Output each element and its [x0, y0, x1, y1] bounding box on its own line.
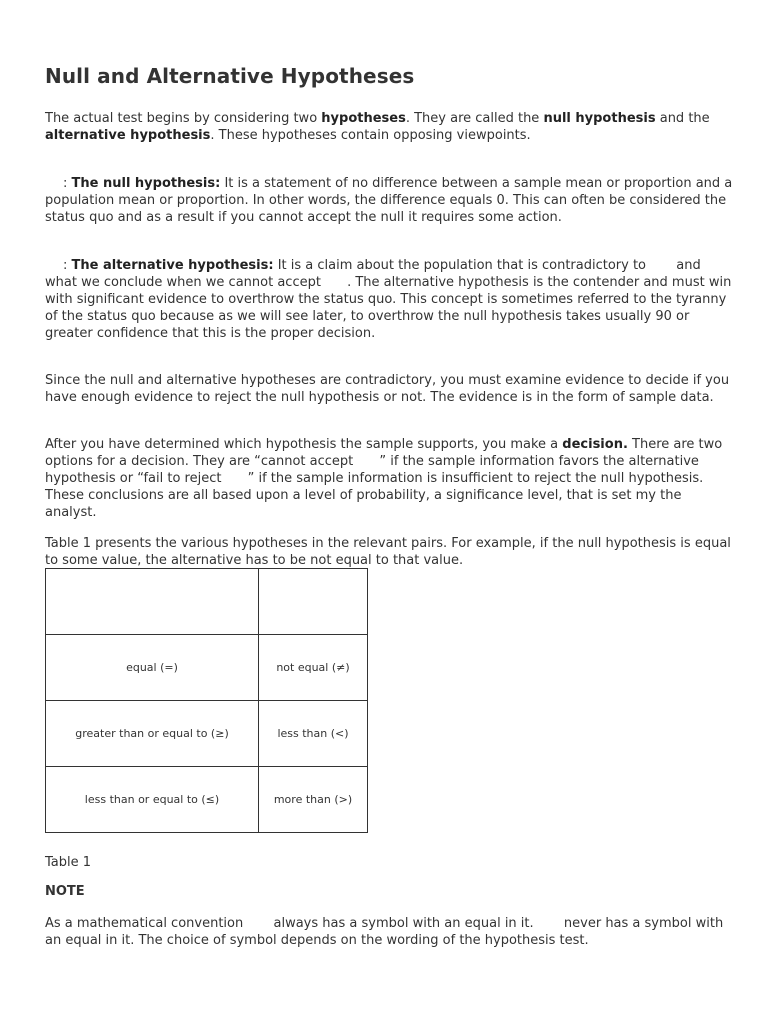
- evidence-paragraph: Since the null and alternative hypotheses are contradictory, you must examine evidence to decide if you have enough evidence to reject the null hypothesis or not. The evidence is in the form of sample data.: [45, 373, 730, 405]
- intro-text-3: and the: [655, 111, 710, 126]
- alt-text-3: . The alternative hypothesis is the contender and must win with significant evidence to overthrow the status quo. This concept is sometimes referred to the tyranny of the status quo because as we will see later, to overthrow the null hypothesis takes usually 90 or greater confidence that this is the proper decision.: [45, 275, 732, 341]
- convention-paragraph: [45, 915, 735, 949]
- convention-text-1: As a mathematical convention: [45, 916, 248, 931]
- null-hypothesis-text: It is a statement of no difference between a sample mean or proportion and a population mean or proportion. In other words, the difference equals 0. This can often be considered the status quo and as a result if you cannot accept the null it requires some action.: [45, 176, 733, 225]
- table-cell: more than (>): [259, 767, 368, 833]
- table-cell: less than (<): [259, 701, 368, 767]
- decision-paragraph: [45, 436, 735, 521]
- intro-bold-alternative: alternative hypothesis: [45, 128, 211, 143]
- intro-text-4: . These hypotheses contain opposing viewpoints.: [210, 128, 531, 143]
- convention-text-3: never has a symbol with an equal in it. The choice of symbol depends on the wording of the hypothesis test.: [45, 916, 724, 948]
- alt-text-2: and what we conclude when we cannot accept: [45, 258, 701, 290]
- page-title: Null and Alternative Hypotheses: [45, 64, 415, 88]
- decision-text-4: ” if the sample information is insufficient to reject the null hypothesis. These conclusions are all based upon a level of probability, a significance level, that is set my the analyst.: [45, 471, 704, 520]
- decision-text-1: After you have determined which hypothesis the sample supports, you make a: [45, 437, 563, 452]
- table-cell: greater than or equal to (≥): [46, 701, 259, 767]
- alternative-hypothesis-heading: The alternative hypothesis:: [71, 258, 274, 273]
- intro-bold-null: null hypothesis: [543, 111, 656, 126]
- decision-text-2: There are two options for a decision. They are “cannot accept: [45, 437, 723, 469]
- table-header-row: [46, 569, 368, 635]
- null-hypothesis-paragraph: [45, 175, 735, 226]
- null-hypothesis-heading: The null hypothesis:: [71, 176, 221, 191]
- table-row: [46, 767, 368, 833]
- note-heading: NOTE: [45, 884, 85, 899]
- table-header-cell-alt: [259, 569, 368, 635]
- table-cell: equal (=): [46, 635, 259, 701]
- alt-lead: :: [63, 258, 72, 273]
- intro-text-1: The actual test begins by considering two: [45, 111, 322, 126]
- hypotheses-table: [45, 568, 368, 833]
- table-header-cell-null: [46, 569, 259, 635]
- null-lead: :: [63, 176, 72, 191]
- table-caption: Table 1: [45, 855, 92, 870]
- alt-text-1: It is a claim about the population that is contradictory to: [273, 258, 651, 273]
- intro-paragraph: [45, 110, 735, 144]
- alternative-hypothesis-paragraph: [45, 257, 735, 342]
- table-intro-paragraph: Table 1 presents the various hypotheses in the relevant pairs. For example, if the null hypothesis is equal to some value, the alternative has to be not equal to that value.: [45, 536, 731, 568]
- table-row: [46, 635, 368, 701]
- decision-text-3: ” if the sample information favors the alternative hypothesis or “fail to reject: [45, 454, 699, 486]
- intro-bold-hypotheses: hypotheses: [321, 111, 406, 126]
- intro-text-2: . They are called the: [405, 111, 544, 126]
- convention-text-2: always has a symbol with an equal in it.: [269, 916, 538, 931]
- table-cell: not equal (≠): [259, 635, 368, 701]
- decision-bold: decision.: [562, 437, 628, 452]
- table-cell: less than or equal to (≤): [46, 767, 259, 833]
- table-row: [46, 701, 368, 767]
